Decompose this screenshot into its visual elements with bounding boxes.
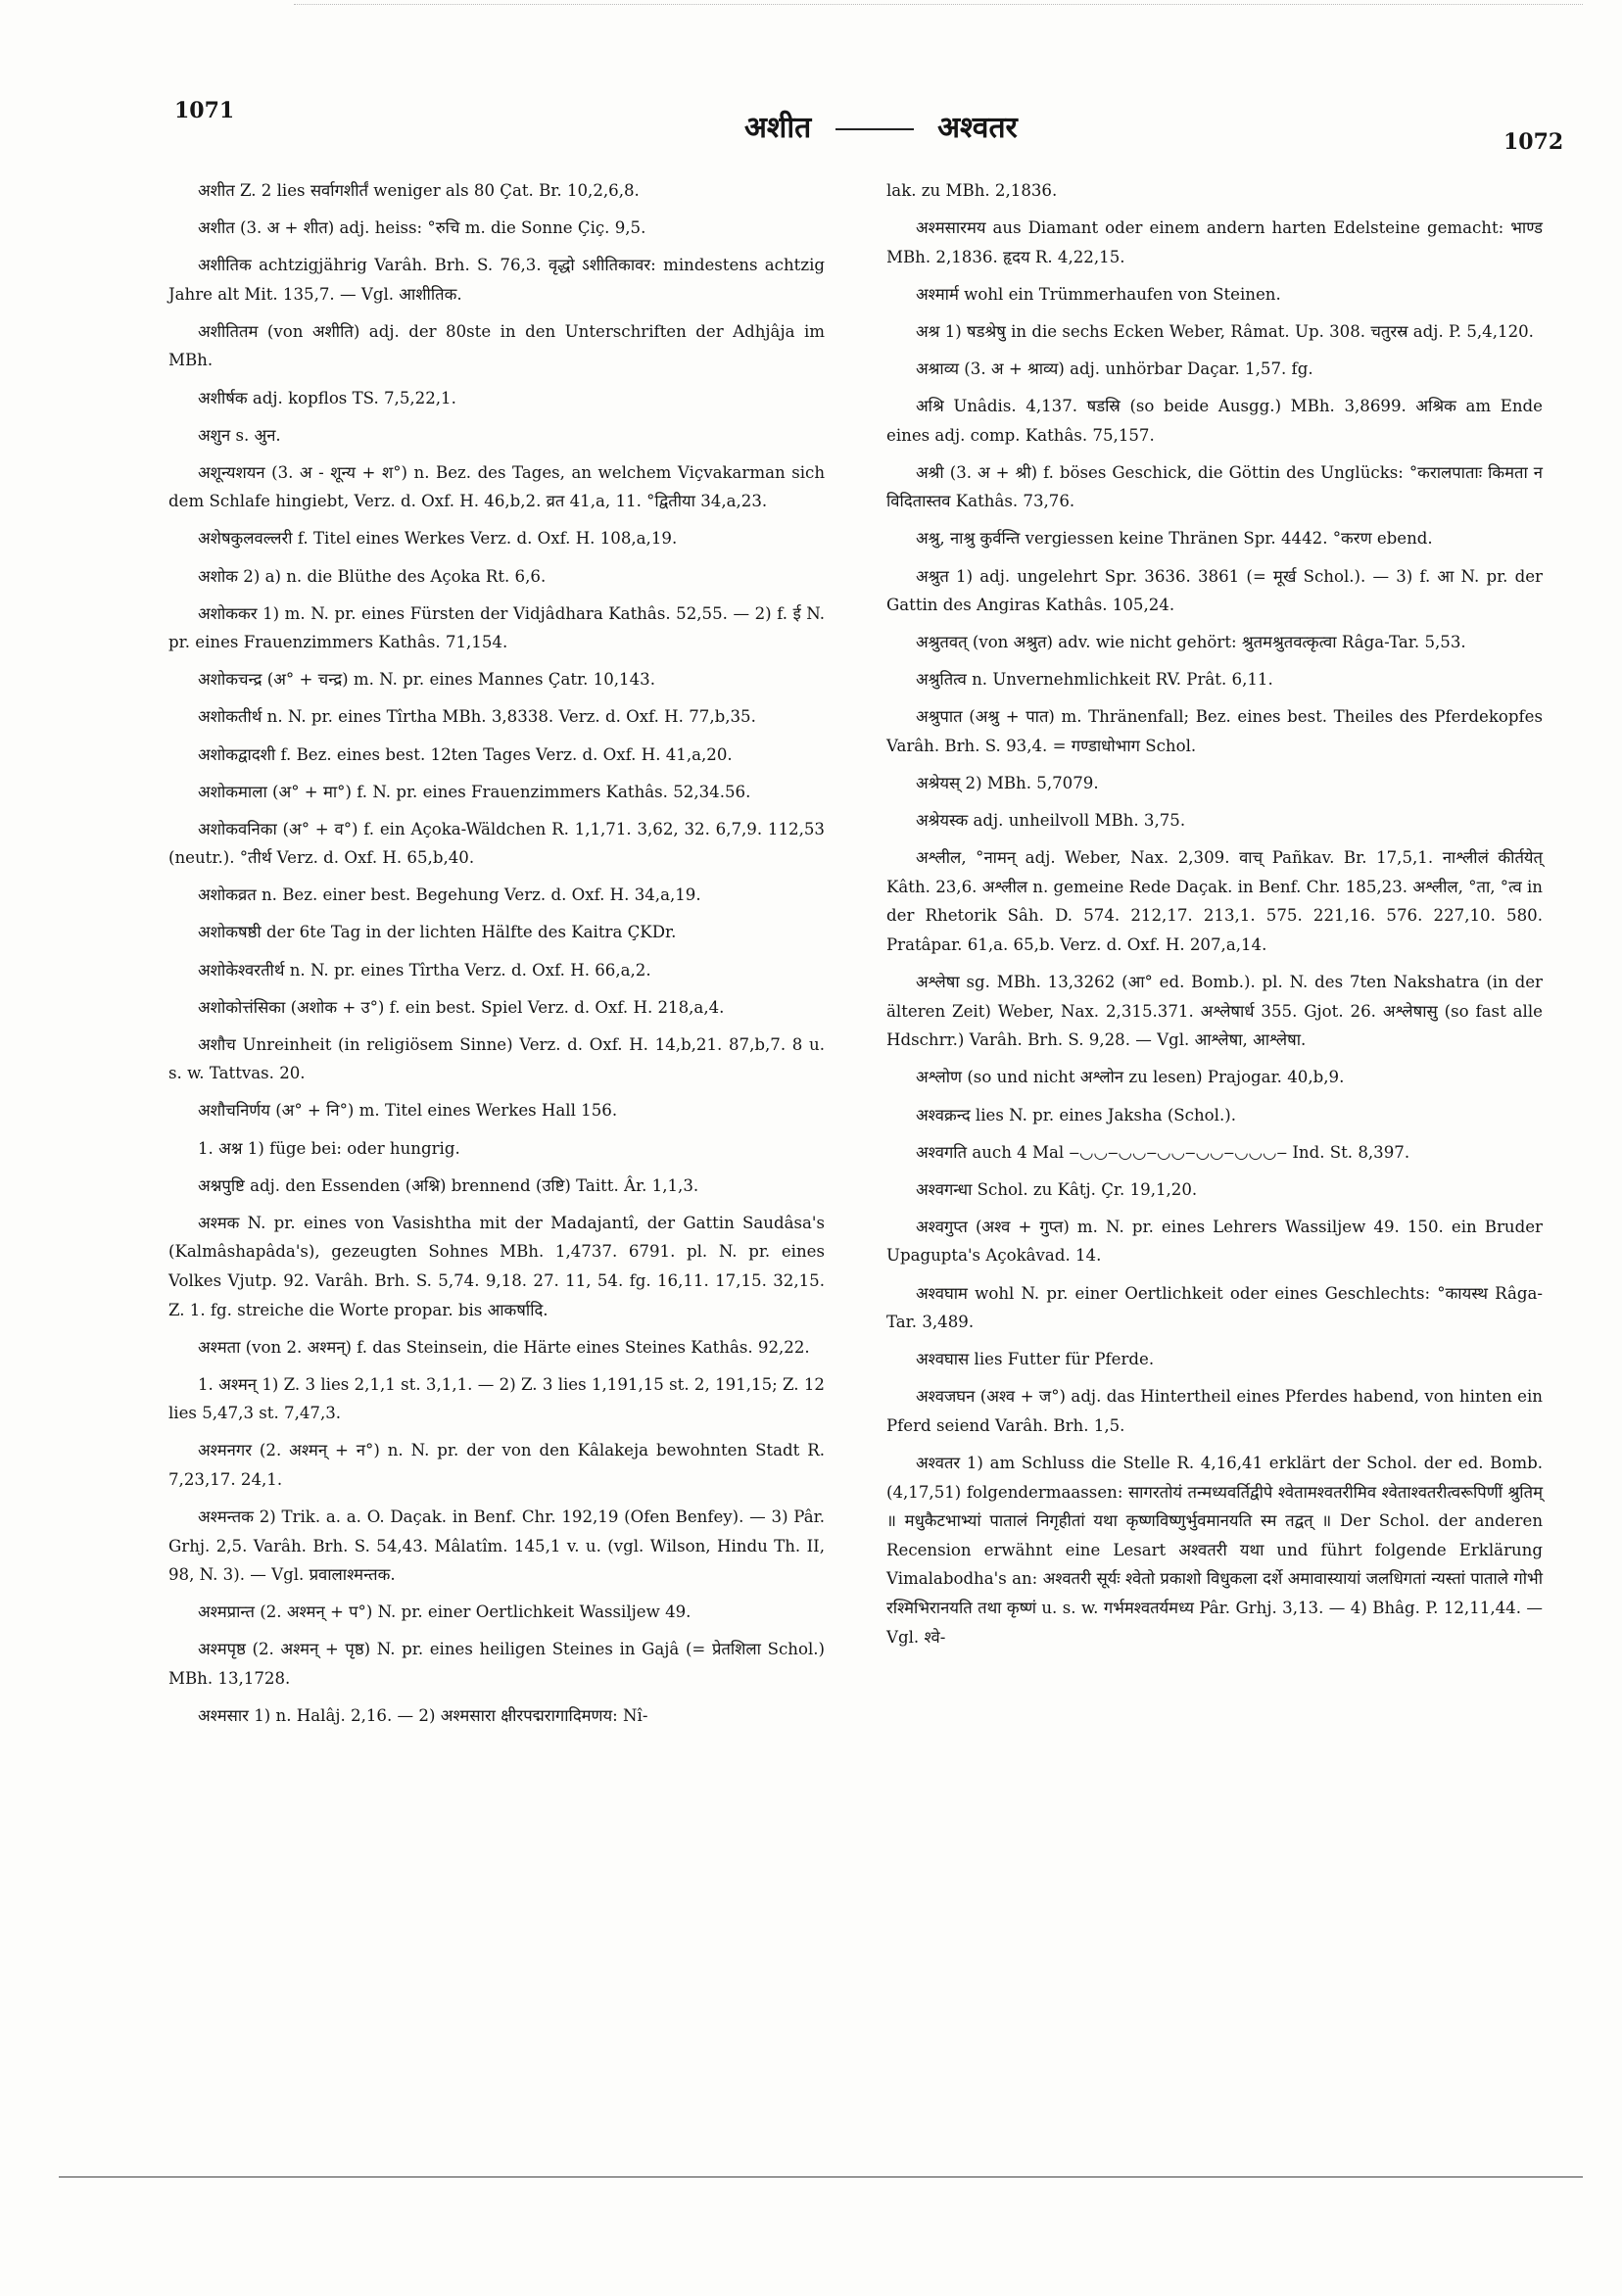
entry: अश्रि Unâdis. 4,137. षडस्रि (so beide Ausgg.) MBh. 3,8699. अश्रिक am Ende eines adj. comp. Kathâs. 75,157. (886, 397, 1543, 445)
entry: अश्री (3. अ + श्री) f. böses Geschick, die Göttin des Unglücks: °करालपाताः किमता न विदितास्तव Kathâs. 73,76. (886, 462, 1543, 511)
top-edge-rule (294, 4, 1583, 5)
entry: अश्रुपात (अश्रु + पात) m. Thränenfall; Bez. eines best. Theiles des Pferdekopfes Varâh. Brh. S. 93,4. = गण्डाधोभाग Schol. (886, 707, 1543, 755)
entry: अशीतिक achtzigjährig Varâh. Brh. S. 76,3. वृद्धो ऽशीतिकावर: mindestens achtzig Jahre alt Mit. 135,7. — Vgl. आशीतिक. (168, 256, 825, 304)
entry: अश्लोण (so und nicht अश्लोन zu lesen) Prajogar. 40,b,9. (916, 1068, 1345, 1087)
entry: अशोकचन्द्र (अ° + चन्द्र) m. N. pr. eines Mannes Çatr. 10,143. (198, 670, 655, 690)
entry: अशोकोत्तंसिका (अशोक + उ°) f. ein best. Spiel Verz. d. Oxf. H. 218,a,4. (198, 997, 725, 1017)
entry: अश्राव्य (3. अ + श्राव्य) adj. unhörbar Daçar. 1,57. fg. (916, 359, 1313, 378)
entry: अशोकद्वादशी f. Bez. eines best. 12ten Tages Verz. d. Oxf. H. 41,a,20. (198, 744, 733, 764)
entry: अशीतितम (von अशीति) adj. der 80ste in den Unterschriften der Adhjâja im MBh. (168, 321, 825, 370)
entry: अश्रुत 1) adj. ungelehrt Spr. 3636. 3861 (= मूर्ख Schol.). — 3) f. आ N. pr. der Gattin des Angiras Kathâs. 105,24. (886, 566, 1543, 615)
entry: अश्मार्म wohl ein Trümmerhaufen von Steinen. (916, 284, 1281, 304)
entry: अश्मनगर (2. अश्मन् + न°) n. N. pr. der von den Kâlakeja bewohnten Stadt R. 7,23,17. 24,1. (168, 1441, 825, 1489)
head-word-left: अशीत (744, 111, 812, 145)
entry: अश्मसारमय aus Diamant oder einem andern harten Edelsteine gemacht: भाण्ड MBh. 2,1836. हृदय R. 4,22,15. (886, 218, 1543, 266)
entry: अशोकमाला (अ° + मा°) f. N. pr. eines Frauenzimmers Kathâs. 52,34.56. (198, 782, 751, 801)
entry: अश्वजघन (अश्व + ज°) adj. das Hintertheil eines Pferdes habend, von hinten ein Pferd seiend Varâh. Brh. 1,5. (886, 1387, 1543, 1435)
entry: अश्लील, °नामन् adj. Weber, Nax. 2,309. वाच् Pañkav. Br. 17,5,1. नाश्लीलं कीर्तयेत् Kâth. 23,6. अश्लील n. gemeine Rede Daçak. in Benf. Chr. 185,23. अश्लील, °ता, °त्व in der Rhetorik Sâh. D. 574. 212,17. 213,1. 575. 221,16. 576. 227,10. 580. Pratâpar. 61,a. 65,b. Verz. d. Oxf. H. 207,a,14. (886, 848, 1543, 955)
entry-continuation: lak. zu MBh. 2,1836. (886, 181, 1058, 200)
entry: 1. अश्न 1) füge bei: oder hungrig. (198, 1138, 460, 1158)
entry: अश्वतर 1) am Schluss die Stelle R. 4,16,41 erklärt der Schol. der ed. Bomb. (4,17,51) folgendermaassen: सागरतोयं तन्मध्यवर्तिद्वीपे श्वेतामश्वतरीमिव श्वेताश्वतरीत्वरूपिणीं श्रुतिम् ॥ मधुकैटभाभ्यां पातालं निगृहीतां यथा कृष्णविष्णुर्भुवमानयति स्म तद्वत् ॥ Der Schol. der anderen Recension erwähnt eine Lesart अश्वतरी यथा und führt folgende Erklärung Vimalabodha's an: अश्वतरी सूर्यः श्वेतो प्रकाशो विधुकला दर्शे अमावास्यायां जलधिगतां न्यस्तां पाताले गोभी रश्मिभिरानयति तथा कृष्णं u. s. w. गर्भमश्वतर्यमध्य Pâr. Grhj. 3,13. — 4) Bhâg. P. 12,11,44. — Vgl. श्वे- (886, 1453, 1543, 1647)
entry: अशोकषष्ठी der 6te Tag in der lichten Hälfte des Kaitra ÇKDr. (198, 923, 677, 942)
entry: अश्मता (von 2. अश्मन्) f. das Steinsein, die Härte eines Steines Kathâs. 92,22. (198, 1337, 810, 1357)
entry: अश्वघास lies Futter für Pferde. (916, 1350, 1155, 1369)
head-word-right: अश्वतर (937, 111, 1018, 145)
entry: अश्नपुष्टि adj. den Essenden (अश्नि) brennend (उष्टि) Taitt. Âr. 1,1,3. (198, 1175, 699, 1195)
entry: अशौचनिर्णय (अ° + नि°) m. Titel eines Werkes Hall 156. (198, 1101, 618, 1121)
entry: अशोकवनिका (अ° + व°) f. ein Açoka-Wäldchen R. 1,1,71. 3,62, 32. 6,7,9. 112,53 (neutr.). °तीर्थ Verz. d. Oxf. H. 65,b,40. (168, 819, 825, 868)
entry: अश्मन्तक 2) Trik. a. a. O. Daçak. in Benf. Chr. 192,19 (Ofen Benfey). — 3) Pâr. Grhj. 2,5. Varâh. Brh. S. 54,43. Mâlatîm. 145,1 v. u. (vgl. Wilson, Hindu Th. II, 98, N. 3). — Vgl. प्रवालाश्मन्तक. (168, 1507, 825, 1585)
entry: अश्वगति auch 4 Mal ‒◡◡‒◡◡‒◡◡‒◡◡‒◡◡◡‒ Ind. St. 8,397. (916, 1142, 1410, 1162)
entry: अश्रेयस् 2) MBh. 5,7079. (916, 774, 1099, 793)
entry: अश्मसार 1) n. Halâj. 2,16. — 2) अश्मसारा क्षीरपद्मरागादिमणय: Nî- (198, 1706, 648, 1726)
entry: अश्रेयस्क adj. unheilvoll MBh. 3,75. (916, 811, 1186, 831)
head-dash (835, 128, 914, 130)
entry: अशोकेश्वरतीर्थ n. N. pr. eines Tîrtha Verz. d. Oxf. H. 66,a,2. (198, 960, 651, 980)
entry: अश्वगन्धा Schol. zu Kâtj. Çr. 19,1,20. (916, 1179, 1198, 1199)
entry: अशून्यशयन (3. अ - शून्य + श°) n. Bez. des Tages, an welchem Viçvakarman sich dem Schlafe hingiebt, Verz. d. Oxf. H. 46,b,2. व्रत 41,a, 11. °द्वितीया 34,a,23. (168, 462, 825, 511)
entry: अश्वगुप्त (अश्व + गुप्त) m. N. pr. eines Lehrers Wassiljew 49. 150. ein Bruder Upagupta's Açokâvad. 14. (886, 1217, 1543, 1266)
page-number-right: 1072 (1503, 129, 1564, 155)
running-head (744, 106, 1018, 146)
bottom-rule (59, 2176, 1583, 2177)
entry: अश्रु, नाश्रु कुर्वन्ति vergiessen keine Thränen Spr. 4442. °करण ebend. (916, 529, 1433, 549)
entry: अशोकतीर्थ n. N. pr. eines Tîrtha MBh. 3,8338. Verz. d. Oxf. H. 77,b,35. (198, 707, 756, 727)
entry: अशुन s. अुन. (198, 425, 281, 445)
entry: अश्वघाम wohl N. pr. einer Oertlichkeit oder eines Geschlechts: °कायस्थ Râga-Tar. 3,489. (886, 1283, 1543, 1332)
entry: अशौच Unreinheit (in religiösem Sinne) Verz. d. Oxf. H. 14,b,21. 87,b,7. 8 u. s. w. Tattvas. 20. (168, 1034, 825, 1083)
entry: अश्रुतित्व n. Unvernehmlichkeit RV. Prât. 6,11. (916, 670, 1273, 690)
entry: अश्रुतवत् (von अश्रुत) adv. wie nicht gehört: श्रुतमश्रुतवत्कृत्वा Râga-Tar. 5,53. (916, 633, 1466, 652)
entry: अश्लेषा sg. MBh. 13,3262 (आ° ed. Bomb.). pl. N. des 7ten Nakshatra (in der älteren Zeit) Weber, Nax. 2,315.371. अश्लेषार्ध 355. Gjot. 26. अश्लेषासु (so fast alle Hdschrr.) Varâh. Brh. S. 9,28. — Vgl. आश्लेषा, आश्लेषा. (886, 973, 1543, 1050)
right-column (886, 176, 1543, 1660)
entry: अशीत Z. 2 lies सर्वागशीर्तं weniger als 80 Çat. Br. 10,2,6,8. (198, 181, 640, 200)
page-number-left: 1071 (174, 98, 235, 123)
entry: अश्मक N. pr. eines von Vasishtha mit der Madajantî, der Gattin Saudâsa's (Kalmâshapâda's), gezeugten Sohnes MBh. 1,4737. 6791. pl. N. pr. eines Volkes Vjutp. 92. Varâh. Brh. S. 5,74. 9,18. 27. 11, 54. fg. 16,11. 17,15. 32,15. Z. 1. fg. streiche die Worte propar. bis आकर्षादि. (168, 1213, 825, 1319)
left-column (168, 176, 825, 1739)
entry: 1. अश्मन् 1) Z. 3 lies 2,1,1 st. 3,1,1. — 2) Z. 3 lies 1,191,15 st. 2, 191,15; Z. 12 lies 5,47,3 st. 7,47,3. (168, 1374, 825, 1423)
entry: अश्र 1) षडश्रेषु in die sechs Ecken Weber, Râmat. Up. 308. चतुरस्र adj. P. 5,4,120. (916, 321, 1534, 341)
entry: अश्वक्रन्द lies N. pr. eines Jaksha (Schol.). (916, 1105, 1236, 1124)
entry: अशोकव्रत n. Bez. einer best. Begehung Verz. d. Oxf. H. 34,a,19. (198, 885, 701, 905)
entry: अशोक 2) a) n. die Blüthe des Açoka Rt. 6,6. (198, 566, 547, 586)
entry: अशीत (3. अ + शीत) adj. heiss: °रुचि m. die Sonne Çiç. 9,5. (198, 218, 646, 238)
entry: अश्मपृष्ठ (2. अश्मन् + पृष्ठ) N. pr. eines heiligen Steines in Gajâ (= प्रेतशिला Schol.) MBh. 13,1728. (168, 1640, 825, 1689)
entry: अशीर्षक adj. kopflos TS. 7,5,22,1. (198, 388, 456, 407)
entry: अशेषकुलवल्लरी f. Titel eines Werkes Verz. d. Oxf. H. 108,a,19. (198, 529, 678, 549)
entry: अशोककर 1) m. N. pr. eines Fürsten der Vidjâdhara Kathâs. 52,55. — 2) f. ई N. pr. eines Frauenzimmers Kathâs. 71,154. (168, 603, 825, 652)
entry: अश्मप्रान्त (2. अश्मन् + प°) N. pr. einer Oertlichkeit Wassiljew 49. (198, 1602, 692, 1622)
